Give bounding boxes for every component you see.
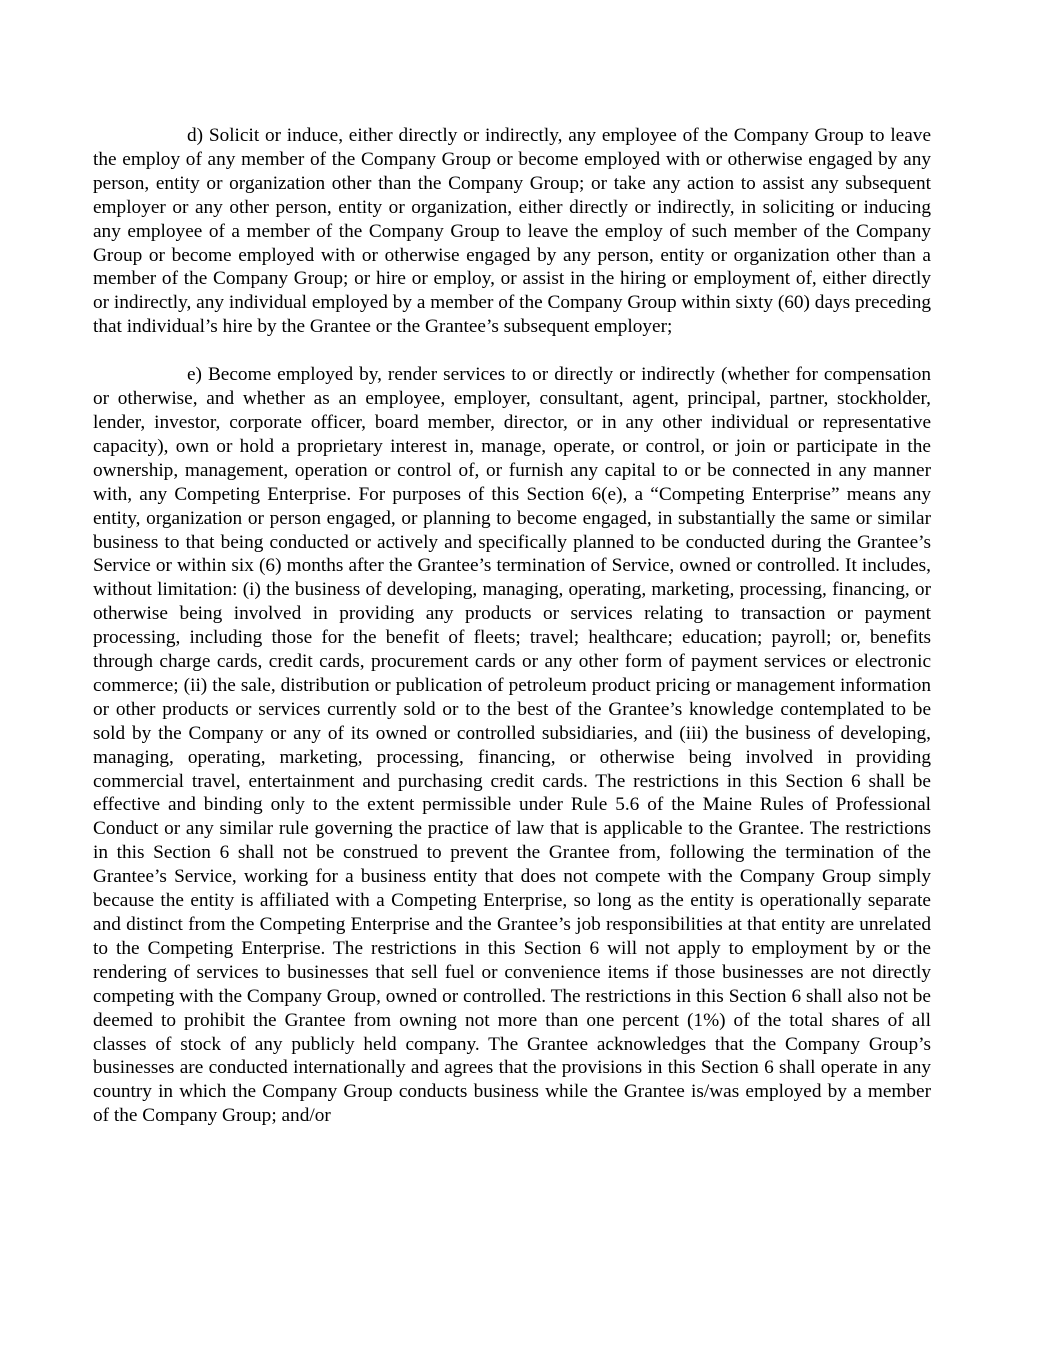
paragraph-e: e) Become employed by, render services to or directly or indirectly (whether for compensation or otherwise, and whether as an employee, employer, consultant, agent, principal, partner, stockholder, lender, investor, corporate officer, board member, director, or in any other individual or representative capacity), own or hold a proprietary interest in, manage, operate, or control, or join or participate in the ownership, management, operation or control of, or furnish any capital to or be connected in any manner with, any Competing Enterprise. For purposes of this Section 6(e), a “Competing Enterprise” means any entity, organization or person engaged, or planning to become engaged, in substantially the same or similar business to that being conducted or actively and specifically planned to be conducted during the Grantee’s Service or within six (6) months after the Grantee’s termination of Service, owned or controlled. It includes, without limitation: (i) the business of developing, managing, operating, marketing, processing, financing, or otherwise being involved in providing any products or services relating to transaction or payment processing, including those for the benefit of fleets; travel; healthcare; education; payroll; or, benefits through charge cards, credit cards, procurement cards or any other form of payment services or electronic commerce; (ii) the sale, distribution or publication of petroleum product pricing or management information or other products or services currently sold or to the best of the Grantee’s knowledge contemplated to be sold by the Company or any of its owned or controlled subsidiaries, and (iii) the business of developing, managing, operating, marketing, processing, financing, or otherwise being involved in providing commercial travel, entertainment and purchasing credit cards. The restrictions in this Section 6 shall be effective and binding only to the extent permissible under Rule 5.6 of the Maine Rules of Professional Conduct or any similar rule governing the practice of law that is applicable to the Grantee. The restrictions in this Section 6 shall not be construed to prevent the Grantee from, following the termination of the Grantee’s Service, working for a business entity that does not compete with the Company Group simply because the entity is affiliated with a Competing Enterprise, so long as the entity is operationally separate and distinct from the Competing Enterprise and the Grantee’s job responsibilities at that entity are unrelated to the Competing Enterprise. The restrictions in this Section 6 will not apply to employment by or the rendering of services to businesses that sell fuel or convenience items if those businesses are not directly competing with the Company Group, owned or controlled. The restrictions in this Section 6 shall also not be deemed to prohibit the Grantee from owning not more than one percent (1%) of the total shares of all classes of stock of any publicly held company. The Grantee acknowledges that the Company Group’s businesses are conducted internationally and agrees that the provisions in this Section 6 shall operate in any country in which the Company Group conducts business while the Grantee is/was employed by a member of the Company Group; and/or: [93, 364, 931, 1127]
document-body: [93, 124, 931, 1128]
paragraph-d: d) Solicit or induce, either directly or indirectly, any employee of the Company Group to leave the employ of any member of the Company Group or become employed with or otherwise engaged by any person, entity or organization other than the Company Group; or take any action to assist any subsequent employer or any other person, entity or organization, either directly or indirectly, in soliciting or inducing any employee of a member of the Company Group to leave the employ of such member of the Company Group or become employed with or otherwise engaged by any person, entity or organization other than a member of the Company Group; or hire or employ, or assist in the hiring or employment of, either directly or indirectly, any individual employed by a member of the Company Group within sixty (60) days preceding that individual’s hire by the Grantee or the Grantee’s subsequent employer;: [93, 125, 931, 338]
